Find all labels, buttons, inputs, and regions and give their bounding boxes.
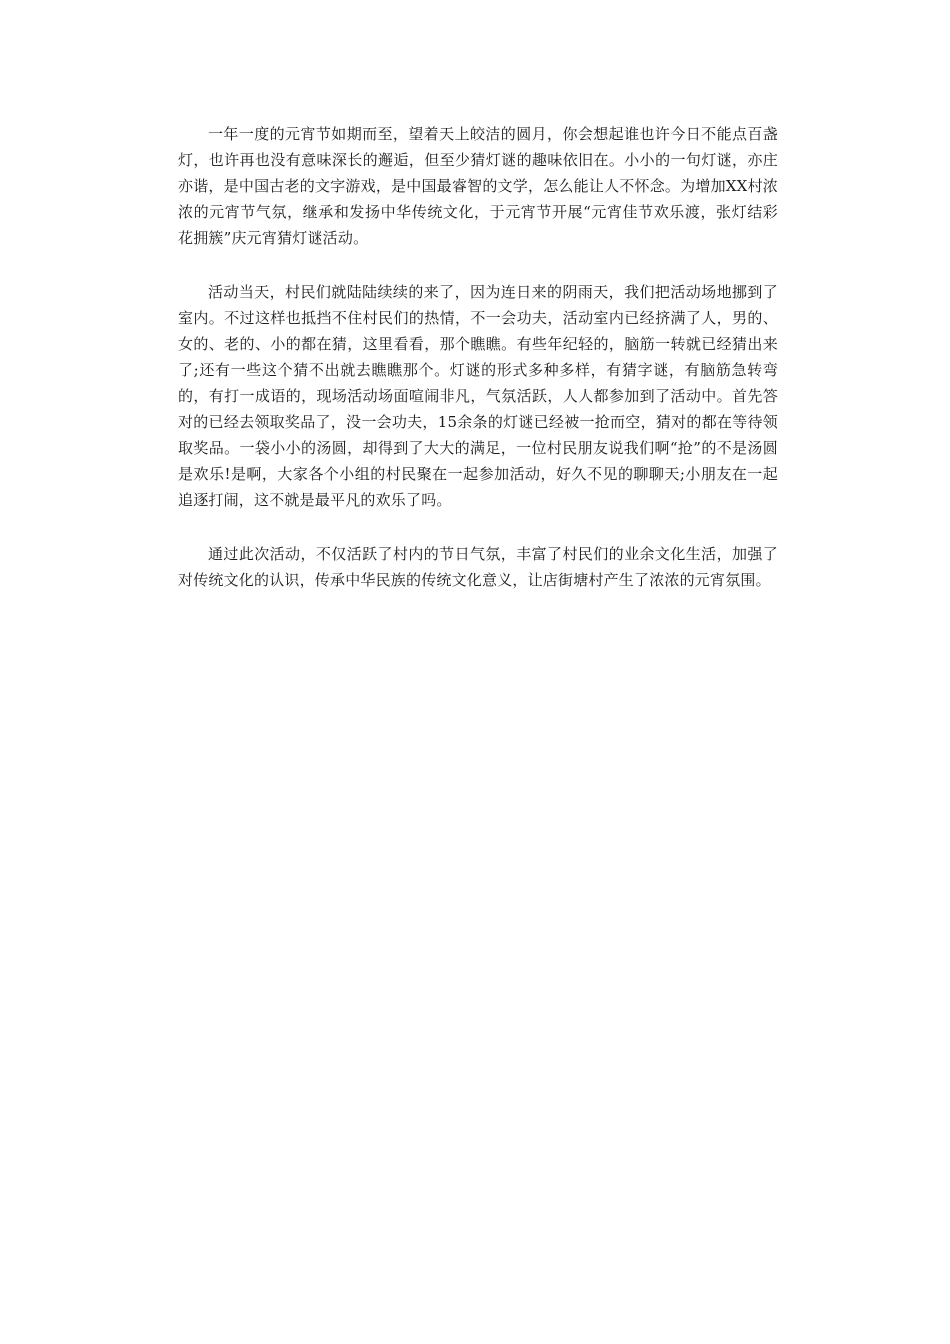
paragraph-activity: 活动当天，村民们就陆陆续续的来了，因为连日来的阴雨天，我们把活动场地挪到了室内。不过这样也抵挡不住村民们的热情，不一会功夫，活动室内已经挤满了人，男的、女的、老的、小的都在猜，这里看看，那个瞧瞧。有些年纪轻的，脑筋一转就已经猜出来了;还有一些这个猜不出就去瞧瞧那个。灯谜的形式多种多样，有猜字谜，有脑筋急转弯的，有打一成语的，现场活动场面喧闹非凡，气氛活跃，人人都参加到了活动中。首先答对的已经去领取奖品了，没一会功夫，15余条的灯谜已经被一抢而空，猜对的都在等待领取奖品。一袋小小的汤圆，却得到了大大的满足，一位村民朋友说我们啊“抢”的不是汤圆是欢乐!是啊，大家各个小组的村民聚在一起参加活动，好久不见的聊聊天;小朋友在一起追逐打闹，这不就是最平凡的欢乐了吗。	[178, 283, 778, 509]
paragraph-summary: 通过此次活动，不仅活跃了村内的节日气氛，丰富了村民们的业余文化生活，加强了对传统文化的认识，传承中华民族的传统文化意义，让店街塘村产生了浓浓的元宵氛围。	[178, 545, 778, 589]
paragraph-intro: 一年一度的元宵节如期而至，望着天上皎洁的圆月，你会想起谁也许今日不能点百盏灯，也许再也没有意味深长的邂逅，但至少猜灯谜的趣味依旧在。小小的一句灯谜，亦庄亦谐，是中国古老的文字游戏，是中国最睿智的文学，怎么能让人不怀念。为增加XX村浓浓的元宵节气氛，继承和发扬中华传统文化，于元宵节开展“元宵佳节欢乐渡，张灯结彩花拥簇”庆元宵猜灯谜活动。	[178, 125, 778, 247]
document-body	[178, 121, 778, 621]
